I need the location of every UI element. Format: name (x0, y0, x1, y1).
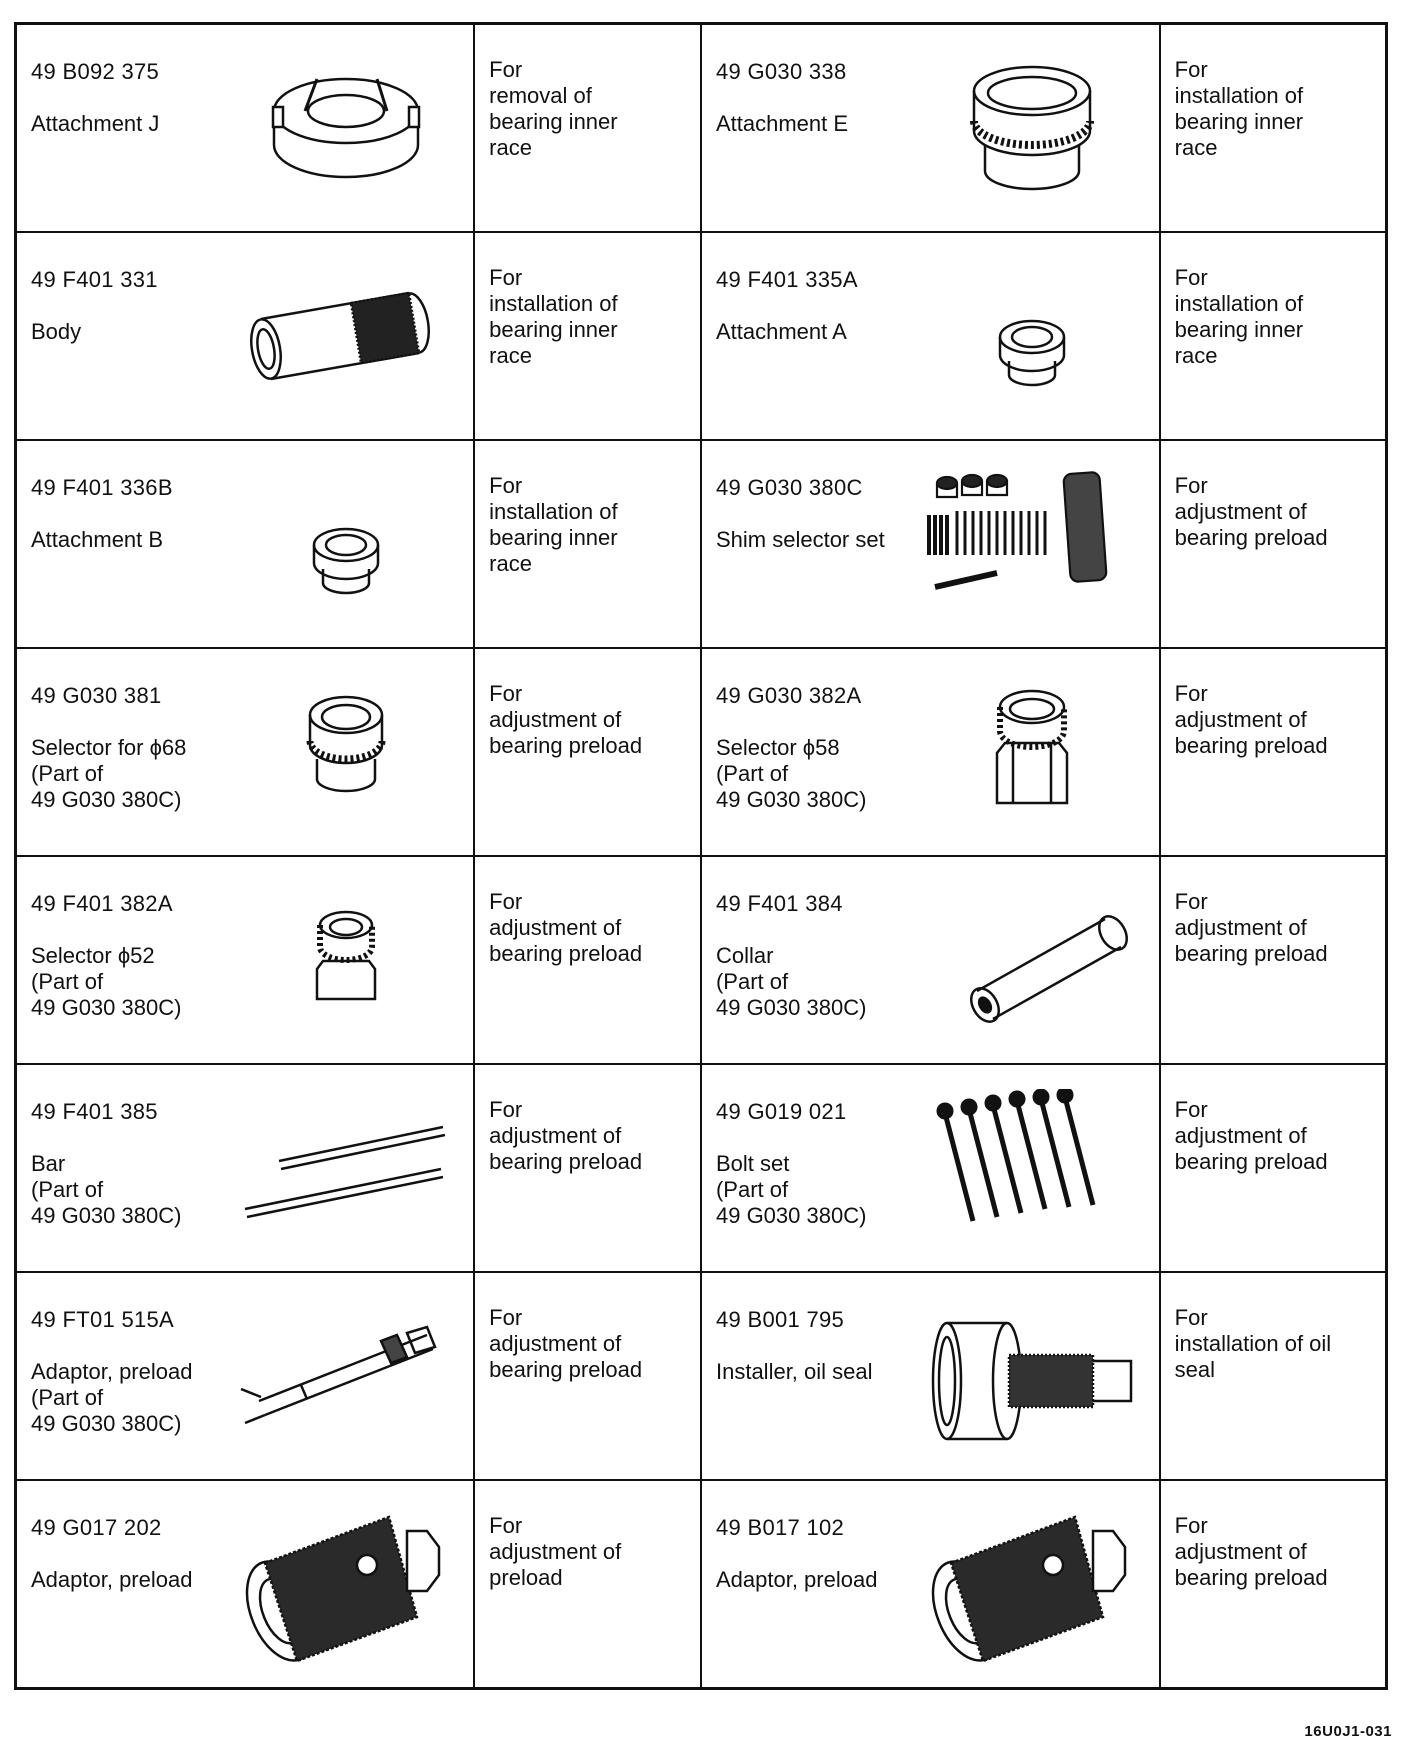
tool-purpose: For installation of bearing inner race (1174, 265, 1304, 368)
tool-purpose: For adjustment of preload (489, 1513, 622, 1590)
tool-name: Selector ϕ58 (Part of 49 G030 380C) (715, 735, 867, 812)
tool-purpose: For removal of bearing inner race (489, 57, 618, 160)
tool-purpose-cell (1160, 1480, 1387, 1689)
small-hex-selector-icon (231, 881, 461, 1049)
tool-part-number: 49 G019 021 (715, 1099, 847, 1124)
tool-cell (701, 1064, 1160, 1272)
tool-part-number: 49 G030 380C (715, 475, 863, 500)
tool-name: Attachment J (31, 111, 160, 136)
tool-name: Bolt set (Part of 49 G030 380C) (715, 1151, 867, 1228)
tool-cell (16, 24, 475, 233)
tool-row (16, 1064, 1387, 1272)
tool-part-number: 49 B092 375 (31, 59, 160, 84)
small-attachment-icon (231, 465, 461, 633)
tool-purpose: For adjustment of bearing preload (489, 681, 643, 758)
knurled-ring-attachment-icon (917, 49, 1147, 217)
tool-part-number: 49 B017 102 (715, 1515, 845, 1540)
tool-name: Adaptor, preload (Part of 49 G030 380C) (31, 1359, 193, 1436)
tool-cell (16, 856, 475, 1064)
hex-selector-icon (917, 673, 1147, 841)
tool-cell (16, 232, 475, 440)
tool-purpose-cell (1160, 856, 1387, 1064)
tool-part-number: 49 F401 384 (715, 891, 843, 916)
tool-purpose: For adjustment of bearing preload (489, 889, 643, 966)
tool-cell (16, 1064, 475, 1272)
tool-name: Installer, oil seal (715, 1359, 873, 1384)
tool-row (16, 648, 1387, 856)
tool-cell (701, 232, 1160, 440)
tool-purpose: For installation of oil seal (1174, 1305, 1332, 1382)
tool-purpose: For adjustment of bearing preload (1174, 681, 1328, 758)
tool-cell (16, 1480, 475, 1689)
tool-part-number: 49 F401 382A (31, 891, 173, 916)
tool-part-number: 49 G017 202 (31, 1515, 162, 1540)
tool-purpose-cell (474, 856, 701, 1064)
tool-purpose: For adjustment of bearing preload (489, 1097, 643, 1174)
tool-purpose-cell (474, 1064, 701, 1272)
tool-cell (701, 440, 1160, 648)
tool-part-number: 49 G030 381 (31, 683, 162, 708)
tool-name: Attachment A (715, 319, 847, 344)
tool-purpose-cell (1160, 440, 1387, 648)
special-tools-table (14, 22, 1388, 1690)
tool-name: Selector for ϕ68 (Part of 49 G030 380C) (31, 735, 187, 812)
tools-table-body (16, 24, 1387, 1689)
tool-purpose: For installation of bearing inner race (1174, 57, 1304, 160)
tool-name: Body (31, 319, 82, 344)
tool-cell (16, 440, 475, 648)
knurled-selector-icon (231, 673, 461, 841)
tool-purpose: For adjustment of bearing preload (1174, 473, 1328, 550)
tool-purpose-cell (1160, 1064, 1387, 1272)
tool-part-number: 49 B001 795 (715, 1307, 845, 1332)
tool-row (16, 24, 1387, 233)
tool-purpose-cell (474, 24, 701, 233)
tool-name: Attachment B (31, 527, 164, 552)
preload-adaptor-shaft-icon (231, 1297, 461, 1465)
tool-cell (701, 648, 1160, 856)
knurled-adaptor-icon (917, 1505, 1147, 1673)
tool-purpose-cell (474, 648, 701, 856)
bar-pair-icon (231, 1089, 461, 1257)
tool-purpose: For adjustment of bearing preload (1174, 1513, 1328, 1590)
tube-body-icon (231, 257, 461, 425)
tool-part-number: 49 F401 336B (31, 475, 173, 500)
collar-tube-icon (917, 881, 1147, 1049)
tool-name: Collar (Part of 49 G030 380C) (715, 943, 867, 1020)
tool-cell (701, 856, 1160, 1064)
tool-part-number: 49 FT01 515A (31, 1307, 175, 1332)
tool-name: Adaptor, preload (715, 1567, 878, 1592)
tool-row (16, 440, 1387, 648)
selector-set-icon (917, 465, 1147, 633)
knurled-adaptor-icon (231, 1505, 461, 1673)
small-attachment-icon (917, 257, 1147, 425)
oil-seal-installer-icon (917, 1297, 1147, 1465)
tool-row (16, 232, 1387, 440)
tool-purpose-cell (1160, 232, 1387, 440)
tool-row (16, 1480, 1387, 1689)
tool-name: Bar (Part of 49 G030 380C) (31, 1151, 182, 1228)
tool-purpose-cell (1160, 648, 1387, 856)
tool-name: Selector ϕ52 (Part of 49 G030 380C) (31, 943, 182, 1020)
split-ring-attachment-icon (231, 49, 461, 217)
figure-reference: 16U0J1-031 (1304, 1723, 1392, 1740)
tool-cell (16, 1272, 475, 1480)
tool-name: Attachment E (715, 111, 849, 136)
tool-purpose: For installation of bearing inner race (489, 265, 618, 368)
tool-row (16, 1272, 1387, 1480)
tool-purpose-cell (1160, 1272, 1387, 1480)
special-tools-sheet (14, 22, 1388, 1690)
tool-purpose-cell (474, 440, 701, 648)
tool-part-number: 49 F401 385 (31, 1099, 158, 1124)
tool-purpose-cell (474, 1480, 701, 1689)
tool-part-number: 49 G030 338 (715, 59, 847, 84)
tool-purpose-cell (1160, 24, 1387, 233)
tool-cell (701, 24, 1160, 233)
tool-name: Shim selector set (715, 527, 885, 552)
bolt-set-icon (917, 1089, 1147, 1257)
tool-row (16, 856, 1387, 1064)
tool-part-number: 49 F401 335A (715, 267, 858, 292)
tool-purpose: For adjustment of bearing preload (1174, 889, 1328, 966)
tool-purpose: For adjustment of bearing preload (1174, 1097, 1328, 1174)
tool-part-number: 49 G030 382A (715, 683, 862, 708)
tool-cell (701, 1480, 1160, 1689)
tool-purpose-cell (474, 1272, 701, 1480)
tool-cell (701, 1272, 1160, 1480)
tool-cell (16, 648, 475, 856)
tool-purpose-cell (474, 232, 701, 440)
tool-part-number: 49 F401 331 (31, 267, 158, 292)
tool-name: Adaptor, preload (31, 1567, 193, 1592)
tool-purpose: For installation of bearing inner race (489, 473, 618, 576)
tool-purpose: For adjustment of bearing preload (489, 1305, 643, 1382)
